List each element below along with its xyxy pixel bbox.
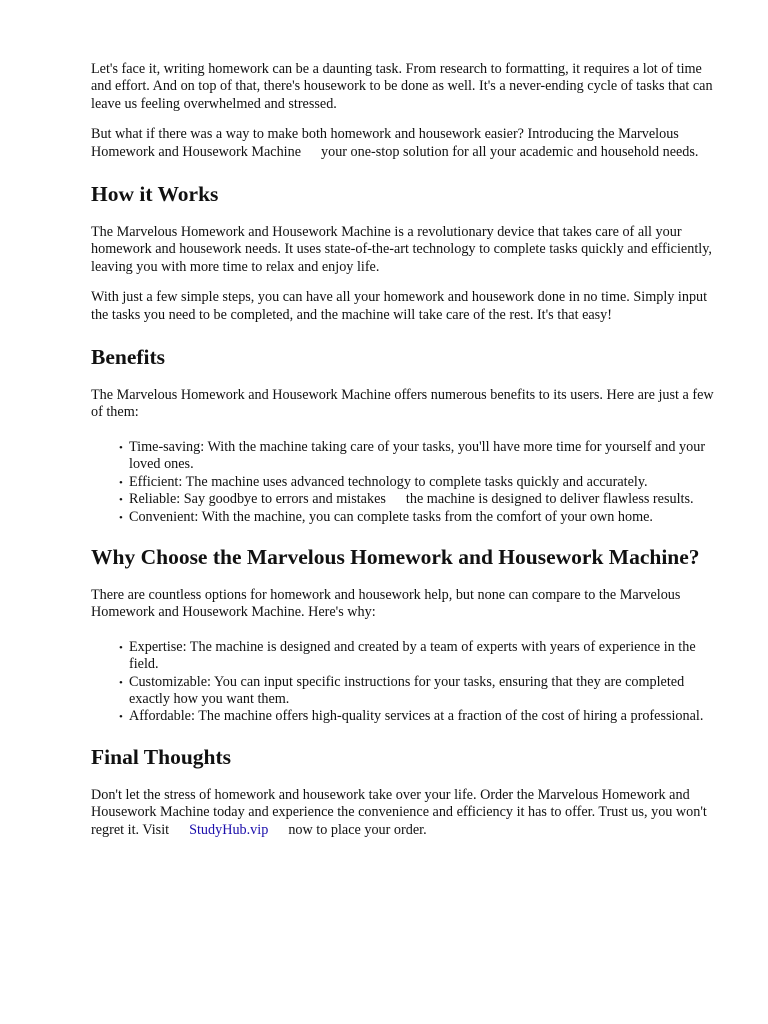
- why-choose-list: [91, 639, 717, 726]
- why-choose-heading: Why Choose the Marvelous Homework and Housework Machine?: [91, 544, 700, 569]
- benefits-intro: The Marvelous Homework and Housework Machine offers numerous benefits to its users. Here are just a few of them:: [91, 387, 714, 421]
- list-item: • Reliable: Say goodbye to errors and mistakes the machine is designed to deliver flawless results.: [129, 491, 717, 508]
- document-page: [91, 61, 717, 852]
- list-item: • Efficient: The machine uses advanced technology to complete tasks quickly and accurately.: [129, 474, 717, 491]
- how-it-works-heading: How it Works: [91, 182, 219, 207]
- final-thoughts-heading: Final Thoughts: [91, 744, 232, 769]
- intro-paragraph-2: [91, 126, 717, 161]
- final-thoughts-paragraph: [91, 787, 717, 839]
- benefits-heading: Benefits: [91, 345, 166, 370]
- list-item: • Customizable: You can input specific instructions for your tasks, ensuring that they are completed exactly how you want them.: [129, 674, 717, 709]
- studyhub-link[interactable]: StudyHub.vip: [189, 821, 269, 838]
- how-it-works-paragraph-1: The Marvelous Homework and Housework Machine is a revolutionary device that takes care of all your homework and housework needs. It uses state-of-the-art technology to complete tasks quickly and efficiently, leaving you with more time to relax and enjoy life.: [91, 224, 712, 275]
- intro-paragraph-1: Let's face it, writing homework can be a daunting task. From research to formatting, it requires a lot of time and effort. And on top of that, there's housework to be done as well. It's a never-ending cycle of tasks that can leave us feeling overwhelmed and stressed.: [91, 61, 713, 112]
- final-thoughts-text: Don't let the stress of homework and housework take over your life. Order the Marvelous Homework and Housework Machine today and experience the convenience and efficiency it has to offer. Trust us, you won't regret it. Visit: [91, 786, 707, 838]
- list-item: • Expertise: The machine is designed and created by a team of experts with years of experience in the field.: [129, 639, 717, 674]
- intro-paragraph-2-start: But what if there was a way to make both homework and housework easier? Introducing the Marvelous Homework and Housework Machine: [91, 126, 679, 160]
- benefits-list: [91, 439, 717, 526]
- list-item: • Time-saving: With the machine taking care of your tasks, you'll have more time for yourself and your loved ones.: [129, 439, 717, 474]
- list-item: • Affordable: The machine offers high-quality services at a fraction of the cost of hiring a professional.: [129, 708, 717, 725]
- how-it-works-paragraph-2: With just a few simple steps, you can have all your homework and housework done in no time. Simply input the tasks you need to be completed, and the machine will take care of the rest. It's that easy!: [91, 289, 708, 323]
- list-item: • Convenient: With the machine, you can complete tasks from the comfort of your own home.: [129, 509, 717, 526]
- why-choose-intro: There are countless options for homework and housework help, but none can compare to the Marvelous Homework and Housework Machine. Here's why:: [91, 586, 681, 621]
- intro-paragraph-2-end: your one-stop solution for all your academic and household needs.: [321, 143, 699, 160]
- final-thoughts-text-end: now to place your order.: [288, 821, 427, 838]
